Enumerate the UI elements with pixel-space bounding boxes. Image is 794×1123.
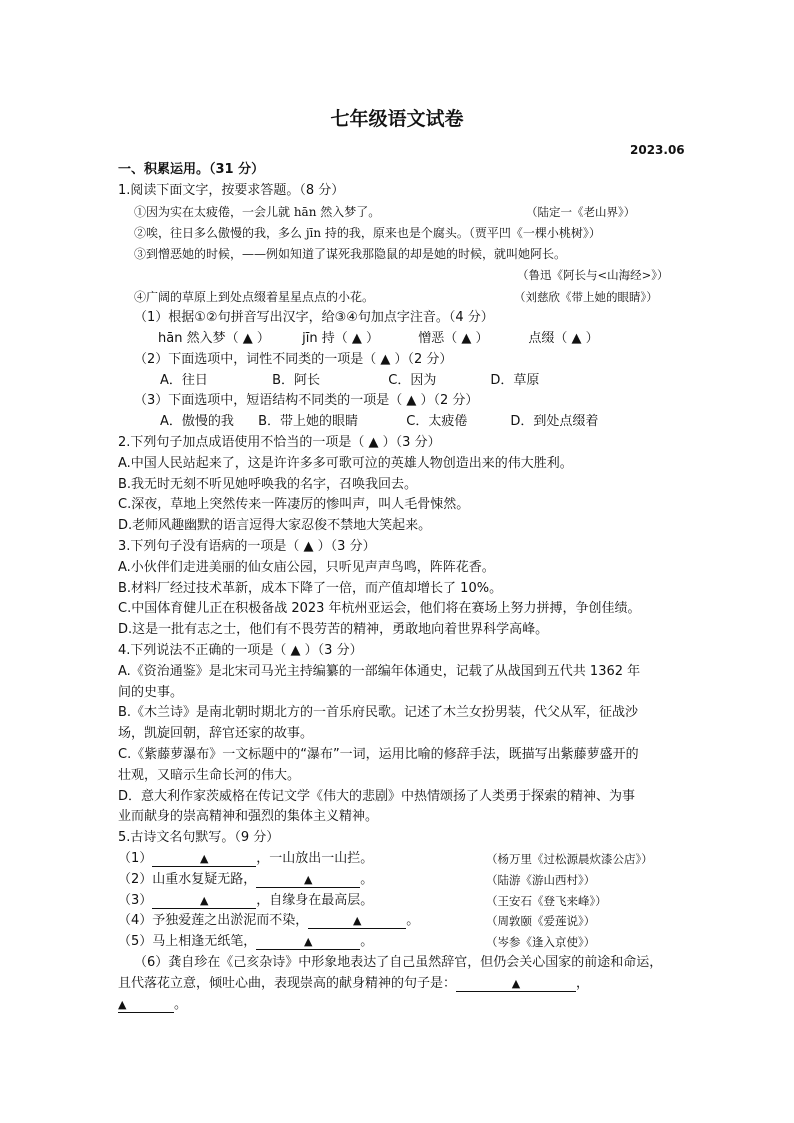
answer-blank[interactable] [456, 976, 576, 992]
section-heading: 一、积累运用。（31 分） [118, 162, 265, 177]
q1-passage-4-source: （刘慈欣《带上她的眼睛》） [514, 290, 658, 304]
exam-date: 2023.06 [630, 143, 685, 157]
q1-sub3-options [160, 412, 598, 432]
answer-blank[interactable] [152, 851, 256, 867]
q5-line-2-prefix: （2）山重水复疑无路， [118, 872, 257, 887]
q4-option-c-line2: 壮观，又暗示生命长河的伟大。 [118, 768, 301, 783]
q5-line-6b-text: ， [576, 976, 590, 991]
q4-option-d-line2: 业而献身的崇高精神和强烈的集体主义精神。 [118, 809, 379, 824]
q4-option-a-line1: A.《资治通鉴》是北宋司马光主持编纂的一部编年体通史，记载了从战国到五代共 1362 年 [118, 664, 641, 679]
answer-blank[interactable] [118, 997, 174, 1013]
answer-blank[interactable] [256, 872, 360, 888]
q1-passage-1: ①因为实在太疲倦，一会儿就 hān 然入梦了。 [134, 205, 381, 219]
q5-line-6c [118, 995, 187, 1015]
answer-blank[interactable] [152, 893, 256, 909]
q4-option-b-line2: 场，凯旋回朝，辞官还家的故事。 [118, 726, 314, 741]
triangle-marker: ▲ [304, 935, 313, 948]
q1-passage-1-source: （陆定一《老山界》） [526, 205, 636, 219]
q5-line-4-source: （周敦颐《爱莲说》） [486, 914, 596, 928]
q5-line-1 [118, 849, 373, 869]
q5-line-6c-text: 。 [174, 997, 188, 1012]
q1-sub2-option-b: B．阿长 [272, 373, 321, 388]
q1-passage-4: ④广阔的草原上到处点缀着星星点点的小花。 [134, 290, 375, 304]
q3-option-c: C.中国体育健儿正在积极备战 2023 年杭州亚运会，他们将在赛场上努力拼搏，争创佳绩。 [118, 601, 641, 616]
q1-item-1: hān 然入梦（ ▲ ） [158, 331, 270, 346]
q2-option-b: B.我无时无刻不听见她呼唤我的名字，召唤我回去。 [118, 477, 418, 492]
q2-option-d: D.老师风趣幽默的语言逗得大家忍俊不禁地大笑起来。 [118, 518, 432, 533]
q4-option-d-line1: D．意大利作家茨威格在传记文学《伟大的悲剧》中热情颂扬了人类勇于探索的精神、为事 [118, 789, 636, 804]
q5-stem: 5.古诗文名句默写。（9 分） [118, 830, 280, 845]
q1-sub1: （1）根据①②句拼音写出汉字，给③④句加点字注音。（4 分） [134, 310, 494, 325]
triangle-marker: ▲ [200, 852, 209, 865]
q5-line-3-source: （王安石《登飞来峰》） [486, 894, 607, 908]
q5-line-4-text: 。 [406, 913, 420, 928]
q1-sub3: （3）下面选项中，短语结构不同类的一项是（ ▲ ）（2 分） [134, 393, 479, 408]
q5-line-6a: （6）龚自珍在《己亥杂诗》中形象地表达了自己虽然辞官，但仍会关心国家的前途和命运， [134, 955, 663, 970]
q5-line-1-prefix: （1） [118, 851, 153, 866]
q5-line-5-source: （岑参《逢入京使》） [486, 935, 596, 949]
q1-passage-3-source: （鲁迅《阿长与<山海经>》） [517, 268, 669, 282]
q5-line-5-text: 。 [360, 934, 374, 949]
q5-line-5-prefix: （5）马上相逢无纸笔， [118, 934, 257, 949]
q1-sub1-items [158, 329, 599, 349]
q5-line-3-prefix: （3） [118, 893, 153, 908]
q5-line-6b-prefix: 且代落花立意，倾吐心曲，表现崇高的献身精神的句子是： [118, 976, 457, 991]
q4-option-c-line1: C.《紫藤萝瀑布》一文标题中的“瀑布”一词，运用比喻的修辞手法，既描写出紫藤萝盛开的 [118, 747, 639, 762]
q5-line-3-text: ，自缘身在最高层。 [256, 893, 374, 908]
triangle-marker: ▲ [353, 914, 362, 927]
q1-sub3-option-c: C．太疲倦 [406, 414, 468, 429]
triangle-marker: ▲ [304, 873, 313, 886]
q1-passage-2: ②唉，往日多么傲慢的我，多么 jīn 持的我，原来也是个腐头。（贾平凹《一棵小桃树》） [134, 226, 601, 240]
page-title: 七年级语文试卷 [330, 108, 464, 130]
q4-option-b-line1: B.《木兰诗》是南北朝时期北方的一首乐府民歌。记述了木兰女扮男装，代父从军，征战沙 [118, 705, 639, 720]
q1-sub2: （2）下面选项中，词性不同类的一项是（ ▲ ）（2 分） [134, 352, 453, 367]
q1-item-3: 憎恶（ ▲ ） [418, 331, 489, 346]
q1-item-2: jīn 持（ ▲ ） [302, 331, 379, 346]
triangle-marker: ▲ [200, 894, 209, 907]
q5-line-2 [118, 870, 373, 890]
q2-stem: 2.下列句子加点成语使用不恰当的一项是（ ▲ ）（3 分） [118, 435, 441, 450]
q5-line-2-text: 。 [360, 872, 374, 887]
q2-option-a: A.中国人民站起来了，这是许许多多可歌可泣的英雄人物创造出来的伟大胜利。 [118, 456, 573, 471]
q2-option-c: C.深夜，草地上突然传来一阵凄厉的惨叫声，叫人毛骨悚然。 [118, 497, 470, 512]
q1-item-4: 点缀（ ▲ ） [528, 331, 599, 346]
q3-option-d: D.这是一批有志之士，他们有不畏劳苦的精神，勇敢地向着世界科学高峰。 [118, 622, 549, 637]
q5-line-2-source: （陆游《游山西村》） [486, 873, 596, 887]
q1-sub2-option-d: D．草原 [490, 373, 540, 388]
q5-line-4 [118, 911, 419, 931]
q1-sub2-option-c: C．因为 [388, 373, 437, 388]
q1-stem: 1.阅读下面文字，按要求答题。（8 分） [118, 183, 345, 198]
q1-sub3-option-b: B．带上她的眼睛 [258, 414, 359, 429]
q5-line-1-text: ，一山放出一山拦。 [256, 851, 374, 866]
answer-blank[interactable] [256, 934, 360, 950]
q5-line-5 [118, 932, 373, 952]
q1-sub2-options [160, 371, 539, 391]
q1-sub3-option-d: D．到处点缀着 [510, 414, 599, 429]
triangle-marker: ▲ [511, 977, 521, 990]
q3-option-a: A.小伙伴们走进美丽的仙女庙公园，只听见声声鸟鸣，阵阵花香。 [118, 560, 495, 575]
q5-line-4-prefix: （4）予独爱莲之出淤泥而不染， [118, 913, 309, 928]
q1-passage-3: ③到憎恶她的时候，——例如知道了谋死我那隐鼠的却是她的时候，就叫她阿长。 [134, 247, 567, 261]
q1-sub3-option-a: A．傲慢的我 [160, 414, 234, 429]
q3-option-b: B.材料厂经过技术革新，成本下降了一倍，而产值却增长了 10%。 [118, 581, 503, 596]
q5-line-1-source: （杨万里《过松源晨炊漆公店》） [486, 852, 653, 866]
answer-blank[interactable] [308, 913, 406, 929]
q5-line-3 [118, 891, 373, 911]
q3-stem: 3.下列句子没有语病的一项是（ ▲ ）（3 分） [118, 539, 376, 554]
q4-stem: 4.下列说法不正确的一项是（ ▲ ）（3 分） [118, 643, 363, 658]
q1-sub2-option-a: A．往日 [160, 373, 208, 388]
q4-option-a-line2: 间的史事。 [118, 685, 184, 700]
q5-line-6b [118, 974, 589, 994]
triangle-marker: ▲ [118, 998, 127, 1011]
